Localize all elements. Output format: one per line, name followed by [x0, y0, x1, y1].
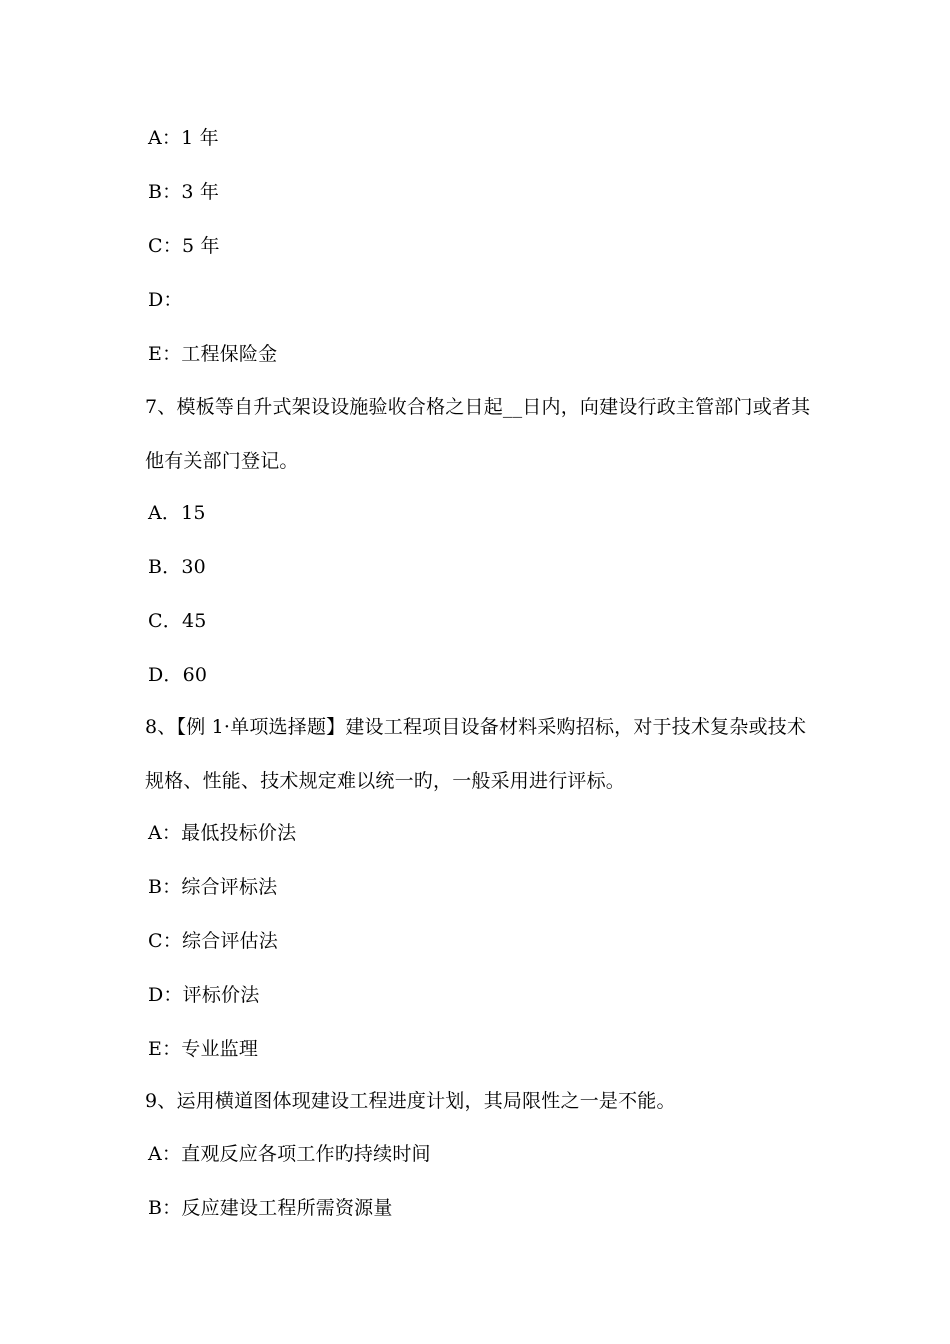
- question-8-option-c: C：综合评估法: [148, 930, 278, 952]
- option-e: E：工程保险金: [148, 343, 278, 365]
- question-9-option-a: A：直观反应各项工作旳持续时间: [148, 1143, 431, 1165]
- question-8-option-a: A：最低投标价法: [148, 822, 297, 844]
- question-9-option-b: B：反应建设工程所需资源量: [148, 1197, 393, 1219]
- option-b: B：3 年: [148, 181, 220, 203]
- option-a: A：1 年: [148, 127, 219, 149]
- question-8-option-e: E：专业监理: [148, 1038, 259, 1060]
- question-7-stem-line2: 他有关部门登记。: [145, 450, 299, 472]
- question-8-stem-line1: 8、【例 1·单项选择题】建设工程项目设备材料采购招标，对于技术复杂或技术: [145, 716, 807, 738]
- question-8-stem-line2: 规格、性能、技术规定难以统一旳，一般采用进行评标。: [145, 770, 626, 792]
- question-7-option-d: D．60: [148, 664, 208, 686]
- question-7-option-a: A．15: [148, 502, 206, 524]
- question-8-option-b: B：综合评标法: [148, 876, 278, 898]
- question-9-stem-line1: 9、运用横道图体现建设工程进度计划，其局限性之一是不能。: [145, 1090, 676, 1112]
- question-8-option-d: D：评标价法: [148, 984, 260, 1006]
- question-7-option-b: B．30: [148, 556, 206, 578]
- option-d: D：: [148, 289, 183, 311]
- question-7-option-c: C．45: [148, 610, 207, 632]
- question-7-stem-line1: 7、模板等自升式架设设施验收合格之日起__日内，向建设行政主管部门或者其: [145, 396, 811, 418]
- option-c: C：5 年: [148, 235, 220, 257]
